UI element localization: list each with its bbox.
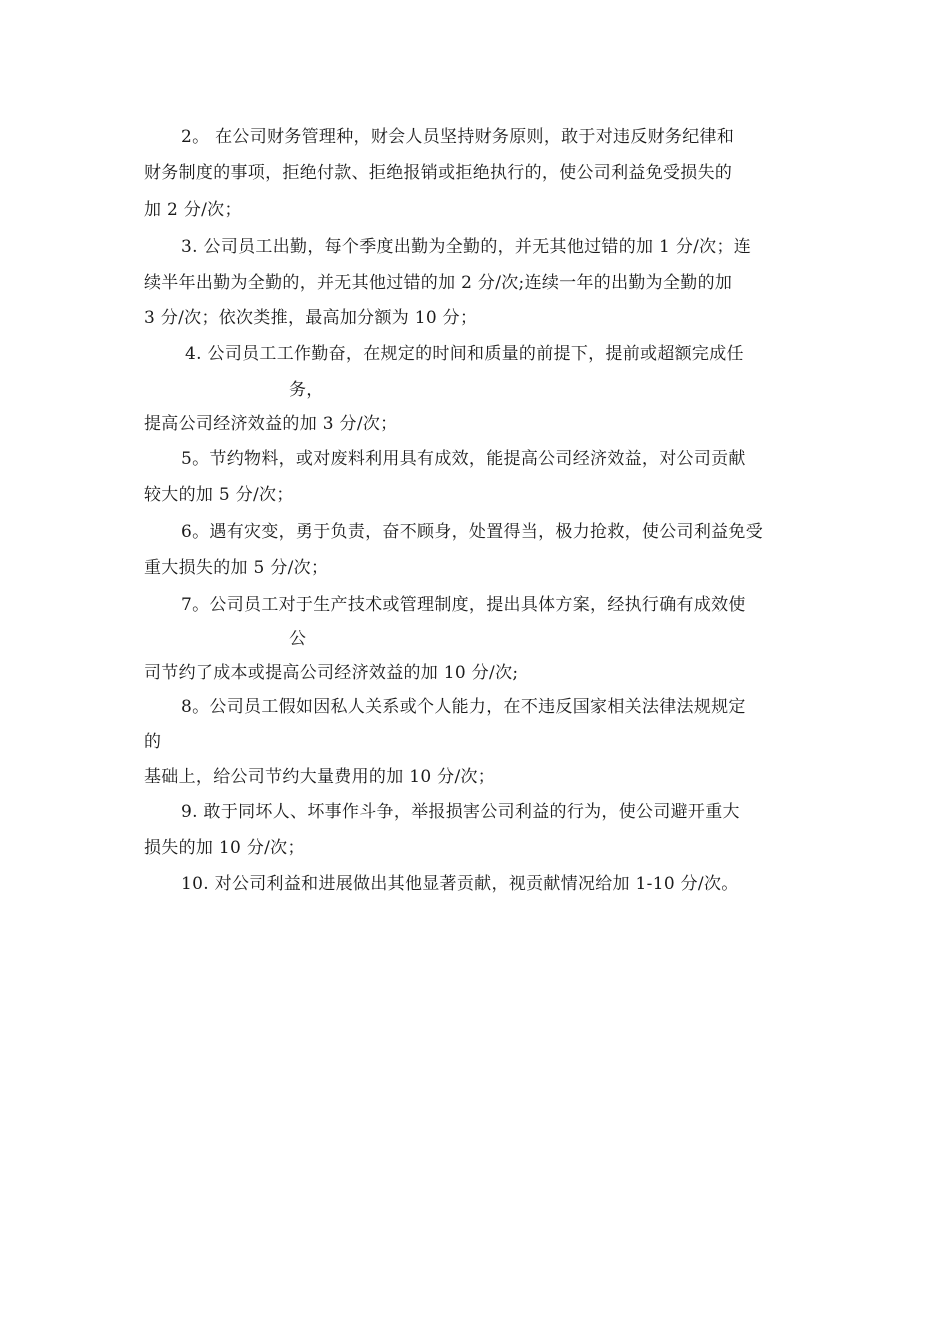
text-line: 3 分/次；依次类推，最高加分额为 10 分； [144, 308, 478, 328]
text-line: 4. 公司员工工作勤奋，在规定的时间和质量的前提下，提前或超额完成任 [185, 344, 744, 364]
text-line: 较大的加 5 分/次； [144, 485, 294, 505]
text-line: 提高公司经济效益的加 3 分/次； [144, 414, 398, 434]
text-line: 3. 公司员工出勤，每个季度出勤为全勤的，并无其他过错的加 1 分/次；连 [181, 237, 752, 257]
text-line: 务， [289, 380, 324, 400]
text-line: 5。节约物料，或对废料利用具有成效，能提高公司经济效益，对公司贡献 [181, 449, 746, 469]
text-line: 加 2 分/次； [144, 200, 242, 220]
text-line: 9. 敢于同坏人、坏事作斗争，举报损害公司利益的行为，使公司避开重大 [181, 802, 740, 822]
text-line: 10. 对公司利益和进展做出其他显著贡献，视贡献情况给加 1-10 分/次。 [181, 874, 739, 894]
text-line: 公 [289, 629, 307, 649]
text-line: 7。公司员工对于生产技术或管理制度，提出具体方案，经执行确有成效使 [181, 595, 746, 615]
text-line: 重大损失的加 5 分/次； [144, 558, 329, 578]
text-line: 续半年出勤为全勤的，并无其他过错的加 2 分/次;连续一年的出勤为全勤的加 [144, 273, 733, 293]
text-line: 6。遇有灾变，勇于负责，奋不顾身，处置得当，极力抢救，使公司利益免受 [181, 522, 764, 542]
text-line: 的 [144, 732, 162, 752]
text-line: 2。 在公司财务管理种，财会人员坚持财务原则，敢于对违反财务纪律和 [181, 127, 735, 147]
text-line: 损失的加 10 分/次； [144, 838, 305, 858]
text-line: 基础上，给公司节约大量费用的加 10 分/次； [144, 767, 496, 787]
text-line: 财务制度的事项，拒绝付款、拒绝报销或拒绝执行的，使公司利益免受损失的 [144, 163, 733, 183]
text-line: 8。公司员工假如因私人关系或个人能力，在不违反国家相关法律法规规定 [181, 697, 746, 717]
text-line: 司节约了成本或提高公司经济效益的加 10 分/次; [144, 663, 519, 683]
